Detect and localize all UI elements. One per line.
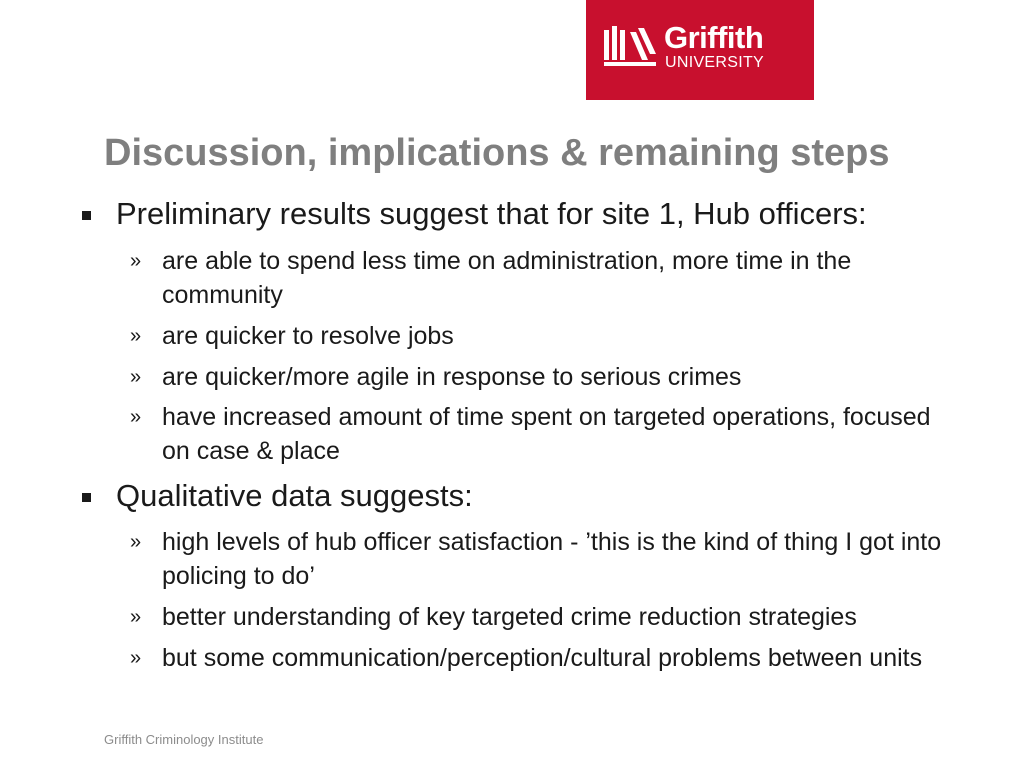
chevron-bullet-icon: »	[130, 531, 142, 553]
sub-bullet: are quicker to resolve jobs	[162, 322, 454, 350]
sub-bullet: better understanding of key targeted crime reduction strategies	[162, 603, 857, 631]
university-logo	[586, 0, 814, 100]
square-bullet-icon	[82, 211, 91, 220]
chevron-bullet-icon: »	[130, 250, 142, 272]
bullet-heading: Qualitative data suggests:	[116, 478, 473, 513]
logo-wordmark: Griffith	[664, 20, 764, 55]
sub-bullet: high levels of hub officer satisfaction - ’this is the kind of thing I got into policing to do’	[162, 528, 942, 590]
sub-bullet: but some communication/perception/cultural problems between units	[162, 644, 923, 672]
slide-title: Discussion, implications & remaining steps	[104, 132, 890, 174]
logo-subtitle: UNIVERSITY	[665, 54, 765, 71]
chevron-bullet-icon: »	[130, 325, 142, 347]
footer-text: Griffith Criminology Institute	[104, 732, 264, 747]
sub-bullet: are quicker/more agile in response to serious crimes	[162, 363, 742, 391]
square-bullet-icon	[82, 493, 91, 502]
bullet-heading: Preliminary results suggest that for site 1, Hub officers:	[116, 196, 867, 231]
chevron-bullet-icon: »	[130, 406, 142, 428]
griffith-logo-mark-icon	[602, 24, 658, 70]
chevron-bullet-icon: »	[130, 647, 142, 669]
chevron-bullet-icon: »	[130, 606, 142, 628]
sub-bullet: are able to spend less time on administration, more time in the community	[162, 247, 852, 309]
sub-bullet: have increased amount of time spent on targeted operations, focused on case & place	[162, 403, 931, 465]
chevron-bullet-icon: »	[130, 366, 142, 388]
